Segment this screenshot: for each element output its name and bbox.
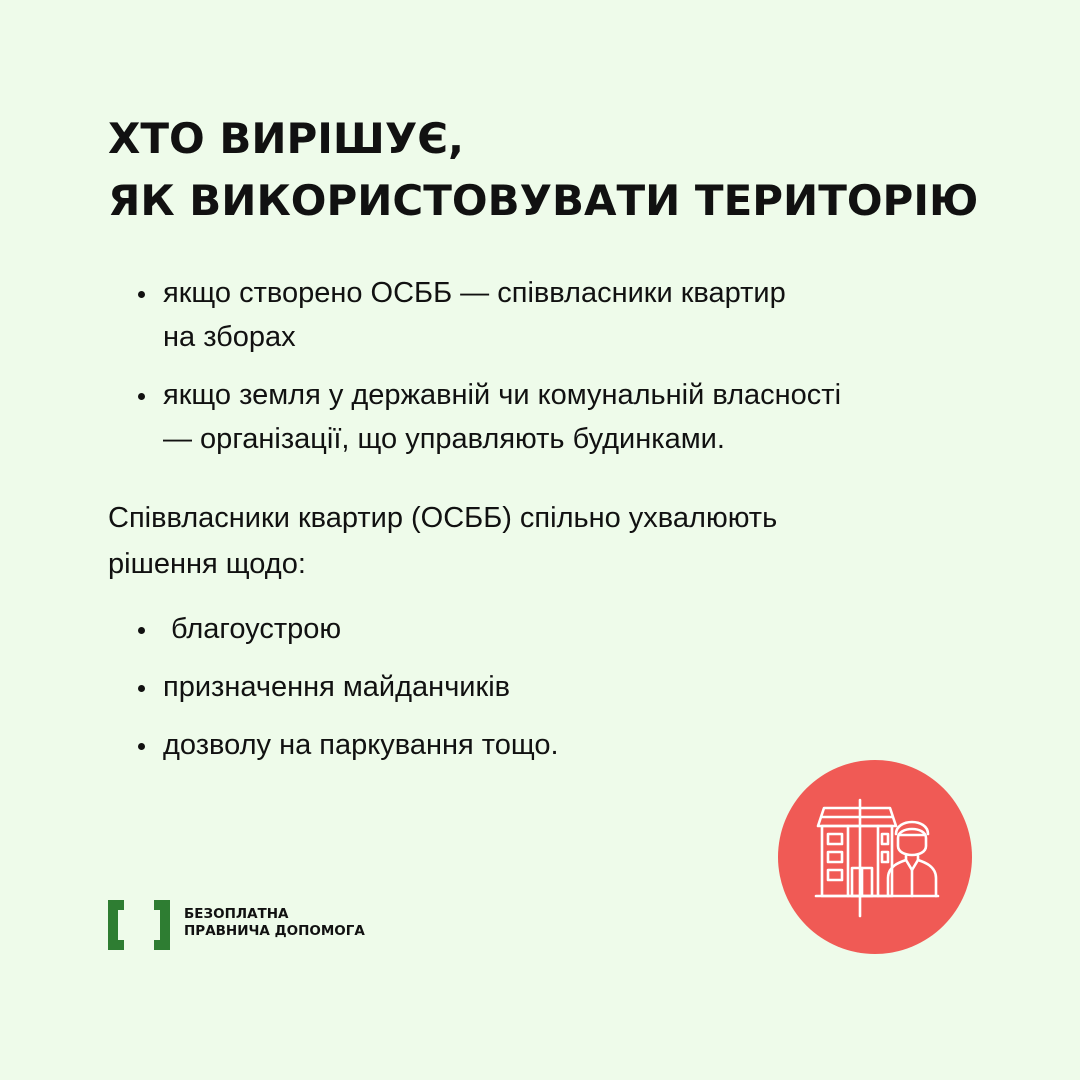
list-item xyxy=(136,373,986,461)
logo-right-bracket-icon xyxy=(154,900,170,950)
bullet-icon xyxy=(138,393,145,400)
building-with-person-icon xyxy=(778,760,972,954)
list-item-line: якщо створено ОСББ — співвласники квартир xyxy=(163,277,786,309)
list-item xyxy=(136,665,836,709)
bullet-icon xyxy=(138,291,145,298)
list-item-text: благоустрою xyxy=(163,613,342,645)
free-legal-aid-logo xyxy=(108,900,408,956)
list-item-text: дозволу на паркування тощо. xyxy=(163,729,559,761)
logo-text-line-2: ПРАВНИЧА ДОПОМОГА xyxy=(184,923,365,939)
building-badge xyxy=(778,760,972,954)
logo-text xyxy=(184,906,365,940)
bullet-icon xyxy=(138,685,145,692)
bullet-icon xyxy=(138,743,145,750)
list-item-line: — організації, що управляють будинками. xyxy=(163,423,725,455)
list-item-line: на зборах xyxy=(163,321,296,353)
list-item-text: призначення майданчиків xyxy=(163,671,511,703)
paragraph-line: Співвласники квартир (ОСББ) спільно ухвалюють xyxy=(108,502,778,534)
ownership-bullet-list xyxy=(136,271,986,475)
logo-text-line-1: БЕЗОПЛАТНА xyxy=(184,906,289,922)
page-title xyxy=(108,108,978,232)
list-item xyxy=(136,723,836,767)
title-line-1: ХТО ВИРІШУЄ, xyxy=(108,114,464,163)
decisions-bullet-list xyxy=(136,607,836,781)
title-line-2: ЯК ВИКОРИСТОВУВАТИ ТЕРИТОРІЮ xyxy=(108,176,979,225)
logo-left-bracket-icon xyxy=(108,900,124,950)
bullet-icon xyxy=(138,627,145,634)
list-item-line: якщо земля у державній чи комунальній власності xyxy=(163,379,842,411)
decisions-paragraph xyxy=(108,495,928,587)
list-item xyxy=(136,607,836,651)
list-item xyxy=(136,271,986,359)
paragraph-line: рішення щодо: xyxy=(108,548,306,580)
